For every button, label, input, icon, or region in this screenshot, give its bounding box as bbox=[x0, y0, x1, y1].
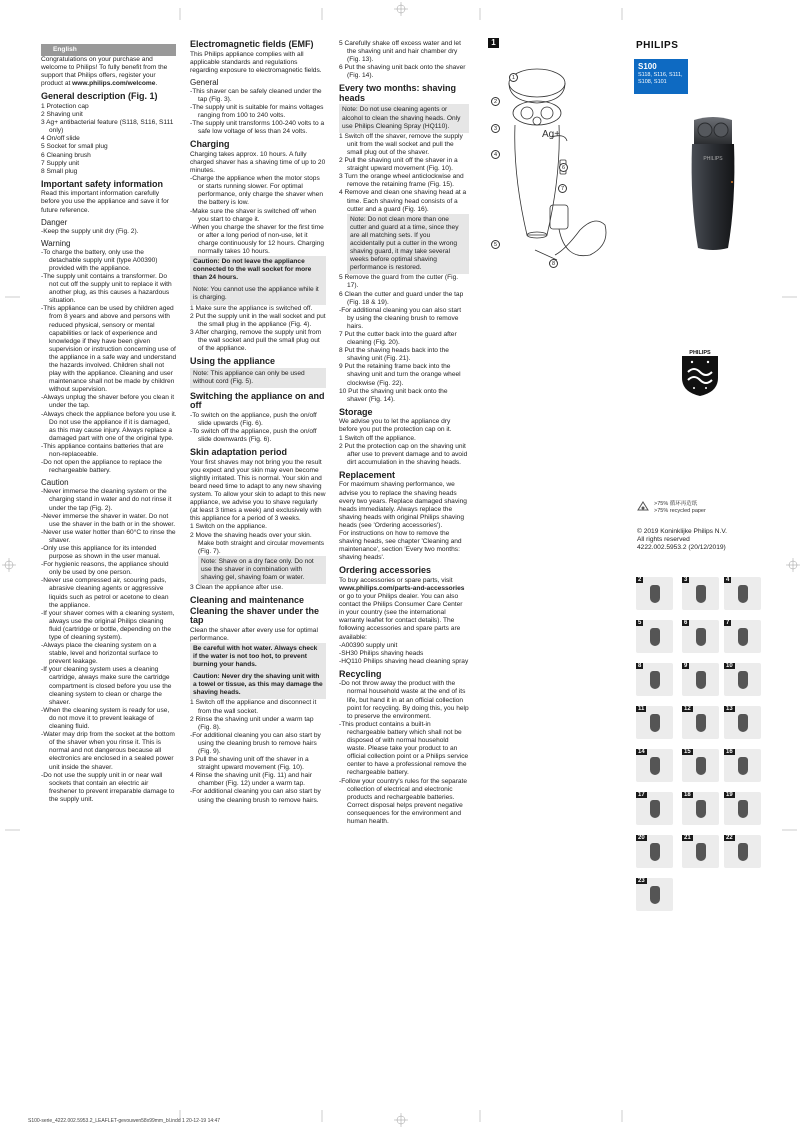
list-item: -Never use water hotter than 60°C to rinse the shaver. bbox=[41, 528, 176, 544]
replacement-text-2: For instructions on how to remove the shaving heads, see chapter 'Cleaning and maintenance', section 'Every two months: shaving heads'. bbox=[339, 529, 462, 562]
figure-13 bbox=[724, 706, 761, 739]
list-item: 10 Put the shaving unit back onto the shaver (Fig. 14). bbox=[339, 387, 448, 403]
figure-number: 17 bbox=[638, 792, 645, 798]
figure-15 bbox=[682, 749, 719, 782]
list-item: 3 Pull the shaving unit off the shaver in a straight upward movement (Fig. 10). bbox=[190, 756, 309, 772]
using-title: Using the appliance bbox=[190, 356, 276, 367]
safety-title: Important safety information bbox=[41, 178, 164, 189]
figure-sketch bbox=[696, 800, 706, 818]
list-item: -For hygienic reasons, the appliance should only be used by one person. bbox=[41, 561, 169, 577]
figure-sketch bbox=[650, 843, 660, 861]
list-item: -This product contains a built-in rechargeable battery which shall not be disposed of with normal household waste. Please take your product to an official collection point or a Philips service center to have a professional remove the rechargeable battery. bbox=[339, 720, 469, 777]
list-item: 1 Switch off the shaver, remove the supply unit from the wall socket and pull the small plug out of the shaver. bbox=[339, 132, 463, 156]
list-item: 1 Switch off the appliance. bbox=[339, 434, 416, 442]
figure-1-number: 1 bbox=[488, 38, 499, 48]
list-item: -Make sure the shaver is switched off when you start to charge it. bbox=[190, 207, 317, 223]
figure-number: 4 bbox=[726, 577, 730, 583]
figure-21 bbox=[682, 835, 719, 868]
shaver-brand: PHILIPS bbox=[703, 156, 723, 162]
figure-2 bbox=[636, 577, 673, 610]
figure-number: 9 bbox=[684, 663, 688, 669]
list-item: -SH30 Philips shaving heads bbox=[339, 649, 424, 657]
list-item: -Charge the appliance when the motor stops or starts running slower. For optimal performance, only charge the shaver when the battery is low. bbox=[190, 175, 323, 207]
emf-title: Electromagnetic fields (EMF) bbox=[190, 39, 314, 49]
figure-number: 23 bbox=[638, 878, 645, 884]
list-item: -HQ110 Philips shaving head cleaning spray bbox=[339, 657, 469, 665]
brand-logo: PHILIPS bbox=[636, 40, 679, 51]
figure-number: 8 bbox=[638, 663, 642, 669]
series-models: S118, S116, S111, S108, S101 bbox=[638, 72, 683, 85]
figure-number: 2 bbox=[638, 577, 642, 583]
list-item: -When the cleaning system is ready for use, do not move it to prevent leakage of cleaning fluid. bbox=[41, 706, 170, 731]
list-item: -Never immerse the cleaning system or the charging stand in water and do not rinse it under the tap (Fig. 2). bbox=[41, 488, 172, 512]
figure-1-illustration bbox=[495, 55, 620, 280]
ordering-post: or go to your Philips dealer. You can also contact the Philips Consumer Care Center in your country (see the international warranty leaflet for contact details). The following accessories and spare parts are available: bbox=[339, 593, 463, 641]
figure-sketch bbox=[696, 628, 706, 646]
list-item: -This shaver can be safely cleaned under the tap (Fig. 3). bbox=[190, 87, 322, 103]
list-item: -The supply unit contains a transformer. Do not cut off the supply unit to replace it with another plug, as this causes a hazardous situation. bbox=[41, 272, 172, 305]
list-item: 2 Move the shaving heads over your skin. Make both straight and circular movements (Fig. 7). bbox=[190, 531, 325, 555]
tap-caution-2: Caution: Never dry the shaving unit with a towel or tissue, as this may damage the shaving heads. bbox=[190, 671, 326, 699]
doc-number: 4222.002.5953.2 (20/12/2019) bbox=[637, 544, 726, 552]
figure-sketch bbox=[650, 628, 660, 646]
list-item: -Do not open the appliance to replace the rechargeable battery. bbox=[41, 459, 162, 475]
list-item: -For additional cleaning you can also start by using the cleaning brush to remove hairs (Fig. 9). bbox=[190, 731, 321, 755]
general-title: General bbox=[190, 77, 219, 87]
ordering-list bbox=[339, 642, 469, 666]
figure-number: 13 bbox=[726, 706, 733, 712]
figure-sketch bbox=[738, 628, 748, 646]
cleaning-title: Cleaning and maintenance bbox=[190, 595, 305, 606]
warning-list bbox=[41, 249, 177, 476]
list-item: 4 On/off slide bbox=[41, 135, 80, 143]
list-item: 7 Put the cutter back into the guard after cleaning (Fig. 20). bbox=[339, 331, 457, 347]
danger-title: Danger bbox=[41, 217, 68, 227]
paper-line-1: >75% 循环再造纸 bbox=[654, 501, 698, 507]
list-item: -A00390 supply unit bbox=[339, 641, 398, 649]
figure-10 bbox=[724, 663, 761, 696]
figure-sketch bbox=[650, 714, 660, 732]
using-note: Note: This appliance can only be used without cord (Fig. 5). bbox=[190, 368, 326, 388]
replacement-title: Replacement bbox=[339, 469, 396, 480]
figure-number: 19 bbox=[726, 792, 733, 798]
figure-number: 7 bbox=[726, 620, 730, 626]
figure-sketch bbox=[738, 757, 748, 775]
copyright-block bbox=[637, 528, 727, 553]
list-item: 5 Remove the guard from the cutter (Fig. 17). bbox=[339, 274, 459, 290]
general-description-title: General description (Fig. 1) bbox=[41, 91, 158, 102]
list-item: 6 Put the shaving unit back onto the shaver (Fig. 14). bbox=[339, 64, 466, 80]
recycle-icon bbox=[636, 501, 650, 515]
paper-line-2: >75% recycled paper bbox=[654, 508, 706, 514]
intro-text bbox=[41, 56, 177, 88]
list-item: 5 Carefully shake off excess water and let the shaving unit and hair chamber dry (Fig. 13). bbox=[339, 40, 461, 64]
figure-sketch bbox=[696, 671, 706, 689]
danger-list bbox=[41, 228, 177, 236]
tap-caution-1: Be careful with hot water. Always check if the water is not too hot, to prevent burning your hands. bbox=[190, 643, 326, 671]
list-item: 5 Socket for small plug bbox=[41, 143, 108, 151]
figure-number: 10 bbox=[726, 663, 733, 669]
list-item: 6 Cleaning brush bbox=[41, 151, 91, 159]
tap-steps-continued bbox=[339, 40, 469, 80]
list-item: 3 Ag+ antibacterial feature (S118, S116, S111 only) bbox=[41, 119, 174, 135]
figure-20 bbox=[636, 835, 673, 868]
list-item: -Always place the cleaning system on a stable, level and horizontal surface to prevent leakage. bbox=[41, 642, 158, 666]
every-two-months-title: Every two months: shaving heads bbox=[339, 83, 457, 103]
paper-info bbox=[654, 501, 706, 515]
figure-sketch bbox=[738, 714, 748, 732]
list-item: 2 Shaving unit bbox=[41, 111, 83, 119]
list-item: -Never immerse the shaver in water. Do not use the shaver in the bath or in the shower. bbox=[41, 512, 176, 528]
rights: All rights reserved bbox=[637, 536, 690, 544]
language-tab: English bbox=[41, 44, 176, 56]
figure-number: 12 bbox=[684, 706, 691, 712]
list-item: -For additional cleaning you can also start by using the cleaning brush to remove hairs. bbox=[339, 306, 462, 330]
figure-number: 6 bbox=[684, 620, 688, 626]
list-item: 9 Put the retaining frame back into the shaving unit and turn the orange wheel clockwise (Fig. 22). bbox=[339, 363, 461, 387]
figure-23 bbox=[636, 878, 673, 911]
list-item: -Do not use the supply unit in or near wall sockets that contain an electric air freshener to prevent irreparable damage to the supply unit. bbox=[41, 771, 175, 803]
column-3 bbox=[339, 40, 469, 826]
callout-4: 4 bbox=[491, 150, 500, 159]
every-two-months-steps-2 bbox=[339, 274, 469, 404]
list-item: -For additional cleaning you can also start by using the cleaning brush to remove hairs. bbox=[190, 788, 321, 804]
figure-number: 16 bbox=[726, 749, 733, 755]
figure-number: 18 bbox=[684, 792, 691, 798]
shield-text: PHILIPS bbox=[689, 350, 711, 356]
switching-list bbox=[190, 412, 326, 444]
figure-6 bbox=[682, 620, 719, 653]
callout-1: 1 bbox=[509, 73, 518, 82]
figure-number: 22 bbox=[726, 835, 733, 841]
figure-sketch bbox=[696, 585, 706, 603]
series-banner bbox=[634, 59, 688, 94]
tap-text: Clean the shaver after every use for optimal performance. bbox=[190, 626, 318, 642]
figure-11 bbox=[636, 706, 673, 739]
figure-19 bbox=[724, 792, 761, 825]
skin-text: Your first shaves may not bring you the result you expect and your skin may even become slightly irritated. This is normal. Your skin and beard need time to adapt to any new shaving system. To allow your skin to adapt to this new appliance, we advise you to shave regularly (at least 3 times a week) and exclusively with this appliance for a period of 3 weeks. bbox=[190, 458, 326, 523]
list-item: -If your cleaning system uses a cleaning cartridge, always make sure the cartridge compartment is closed before you use the cleaning system to clean or charge the shaver. bbox=[41, 666, 172, 706]
charging-note: Note: You cannot use the appliance while it is charging. bbox=[190, 284, 326, 304]
charging-list bbox=[190, 175, 326, 256]
caution-list bbox=[41, 488, 177, 804]
ordering-pre: To buy accessories or spare parts, visit bbox=[339, 576, 453, 584]
figure-sketch bbox=[650, 757, 660, 775]
list-item: -Do not throw away the product with the normal household waste at the end of its life, but hand it in at an official collection point for recycling. By doing this, you help to preserve the environment. bbox=[339, 680, 469, 720]
list-item: 1 Make sure the appliance is switched off. bbox=[190, 304, 313, 312]
switching-title: Switching the appliance on and off bbox=[190, 390, 325, 411]
figure-sketch bbox=[738, 800, 748, 818]
list-item: -Follow your country's rules for the separate collection of electrical and electronic products and rechargeable batteries. Correct disposal helps prevent negative consequences for the environment and human health. bbox=[339, 777, 468, 825]
list-item: 2 Put the protection cap on the shaving unit after use to prevent damage and to avoid dirt accumulation in the shaving heads. bbox=[339, 442, 468, 466]
list-item: -The supply unit is suitable for mains voltages ranging from 100 to 240 volts. bbox=[190, 103, 324, 120]
figure-sketch bbox=[650, 585, 660, 603]
list-item: -When you charge the shaver for the first time or after a long period of non-use, let it charge continuously for 12 hours. Charging normally takes 10 hours. bbox=[190, 223, 325, 255]
print-footer: S100-serie_4222.002.5953.2_LEAFLET-gevouwen58x99mm_bl.indd 1 20-12-19 14:47 bbox=[28, 1118, 221, 1124]
list-item: -Always unplug the shaver before you clean it under the tap. bbox=[41, 394, 175, 410]
figure-sketch bbox=[696, 714, 706, 732]
ordering-text bbox=[339, 577, 469, 642]
charging-title: Charging bbox=[190, 139, 230, 150]
callout-6: 6 bbox=[559, 163, 568, 172]
list-item: -This appliance can be used by children aged from 8 years and above and persons with reduced physical, sensory or mental capabilities or lack of experience and knowledge if they have been given supervision or instruction concerning use of the appliance in a safe way and understand the hazards involved. Children shall not play with the appliance. Cleaning and user maintenance shall not be made by children without supervision. bbox=[41, 305, 177, 394]
list-item: -Keep the supply unit dry (Fig. 2). bbox=[41, 227, 139, 235]
intro-end: . bbox=[155, 80, 158, 88]
ag-label: Ag+ bbox=[542, 129, 561, 140]
list-item: 6 Clean the cutter and guard under the tap (Fig. 18 & 19). bbox=[339, 290, 464, 306]
figure-5 bbox=[636, 620, 673, 653]
list-item: 7 Supply unit bbox=[41, 159, 80, 167]
charging-text: Charging takes approx. 10 hours. A fully charged shaver has a shaving time of up to 20 minutes. bbox=[190, 150, 326, 175]
list-item: 1 Switch on the appliance. bbox=[190, 523, 267, 531]
charging-caution: Caution: Do not leave the appliance connected to the wall socket for more than 24 hours. bbox=[190, 256, 326, 284]
list-item: 8 Put the shaving heads back into the shaving unit (Fig. 21). bbox=[339, 347, 449, 363]
ordering-title: Ordering accessories bbox=[339, 565, 432, 576]
column-2 bbox=[190, 40, 326, 805]
skin-step-3: 3 Clean the appliance after use. bbox=[190, 584, 284, 592]
shaver-photo bbox=[688, 112, 738, 252]
figure-14 bbox=[636, 749, 673, 782]
figure-9 bbox=[682, 663, 719, 696]
list-item: -To switch off the appliance, push the on/off slide downwards (Fig. 6). bbox=[190, 427, 317, 444]
list-item: -Water may drip from the socket at the bottom of the shaver when you rinse it. This is normal and not dangerous because all electronics are enclosed in a sealed power unit inside the shaver. bbox=[41, 731, 175, 771]
list-item: 3 Turn the orange wheel anticlockwise and remove the retaining frame (Fig. 15). bbox=[339, 173, 464, 189]
accessories-link[interactable]: www.philips.com/parts-and-accessories bbox=[339, 584, 465, 592]
parts-list bbox=[41, 103, 177, 176]
list-item: -Never use compressed air, scouring pads, abrasive cleaning agents or aggressive liquids such as petrol or acetone to clean the appliance. bbox=[41, 577, 169, 609]
recycling-list bbox=[339, 680, 469, 826]
list-item: -This appliance contains batteries that are non-replaceable. bbox=[41, 442, 164, 459]
figure-sketch bbox=[696, 757, 706, 775]
figure-4 bbox=[724, 577, 761, 610]
list-item: -To charge the battery, only use the detachable supply unit (type A00390) provided with the appliance. bbox=[41, 248, 158, 272]
callout-5: 5 bbox=[491, 240, 500, 249]
figure-number: 11 bbox=[638, 706, 645, 712]
list-item: -Always check the appliance before you use it. Do not use the appliance if it is damaged, as this may cause injury. Always replace a damaged part with one of the original type. bbox=[41, 410, 177, 442]
list-item: 4 Rinse the shaving unit (Fig. 11) and hair chamber (Fig. 12) under a warm tap. bbox=[190, 772, 312, 788]
figure-8 bbox=[636, 663, 673, 696]
callout-2: 2 bbox=[491, 97, 500, 106]
intro-body: Congratulations on your purchase and welcome to Philips! To fully benefit from the support that Philips offers, register your product at bbox=[41, 56, 168, 88]
list-item: 3 After charging, remove the supply unit from the wall socket and pull the small plug out of the appliance. bbox=[190, 328, 322, 352]
tap-steps bbox=[190, 699, 326, 804]
list-item: 1 Switch off the appliance and disconnect it from the wall socket. bbox=[190, 699, 317, 715]
callout-3: 3 bbox=[491, 124, 500, 133]
list-item: 2 Put the supply unit in the wall socket and put the small plug in the appliance (Fig. 4). bbox=[190, 312, 326, 328]
callout-8: 8 bbox=[549, 259, 558, 268]
figure-sketch bbox=[738, 585, 748, 603]
list-item: -If your shaver comes with a cleaning system, always use the original Philips cleaning fluid (cartridge or bottle, depending on the type of cleaning system). bbox=[41, 609, 175, 641]
callout-7: 7 bbox=[558, 184, 567, 193]
replacement-text: For maximum shaving performance, we advise you to replace the shaving heads every two years. Replace damaged shaving heads immediately. Always replace the shaving heads with original Philips shaving heads (see 'Ordering accessories'). bbox=[339, 481, 467, 529]
recycling-title: Recycling bbox=[339, 668, 382, 679]
figure-sketch bbox=[738, 671, 748, 689]
list-item: -To switch on the appliance, push the on/off slide upwards (Fig. 6). bbox=[190, 411, 317, 427]
figure-sketch bbox=[650, 886, 660, 904]
figure-number: 3 bbox=[684, 577, 688, 583]
skin-steps bbox=[190, 523, 326, 555]
list-item: 2 Pull the shaving unit off the shaver in a straight upward movement (Fig. 10). bbox=[339, 157, 458, 173]
general-list bbox=[190, 88, 326, 137]
figure-22 bbox=[724, 835, 761, 868]
figure-3 bbox=[682, 577, 719, 610]
figure-number: 20 bbox=[638, 835, 645, 841]
every-two-months-steps bbox=[339, 133, 469, 214]
figure-sketch bbox=[650, 671, 660, 689]
figure-number: 5 bbox=[638, 620, 642, 626]
list-item: 8 Small plug bbox=[41, 167, 78, 175]
figure-number: 14 bbox=[638, 749, 645, 755]
warning-title: Warning bbox=[41, 238, 71, 248]
safety-text: Read this important information carefully before you use the appliance and save it for future reference. bbox=[41, 190, 169, 214]
figure-number: 21 bbox=[684, 835, 691, 841]
skin-note: Note: Shave on a dry face only. Do not use the shaver in combination with shaving gel, shaving foam or water. bbox=[198, 556, 326, 584]
list-item: -Only use this appliance for its intended purpose as shown in the user manual. bbox=[41, 544, 161, 561]
list-item: 4 Remove and clean one shaving head at a time. Each shaving head consists of a cutter and a guard (Fig. 16). bbox=[339, 189, 467, 213]
list-item: 1 Protection cap bbox=[41, 102, 89, 110]
caution-title: Caution bbox=[41, 478, 69, 488]
emf-text: This Philips appliance complies with all applicable standards and regulations regarding exposure to electromagnetic fields. bbox=[190, 50, 322, 74]
figure-17 bbox=[636, 792, 673, 825]
figure-sketch bbox=[650, 800, 660, 818]
storage-title: Storage bbox=[339, 406, 373, 417]
register-link[interactable]: www.philips.com/welcome bbox=[72, 80, 156, 88]
series-name: S100 bbox=[638, 62, 657, 71]
tap-title: Cleaning the shaver under the tap bbox=[190, 605, 320, 626]
figure-7 bbox=[724, 620, 761, 653]
philips-shield-logo bbox=[680, 348, 720, 398]
figure-number: 15 bbox=[684, 749, 691, 755]
skin-title: Skin adaptation period bbox=[190, 447, 288, 458]
figure-sketch bbox=[738, 843, 748, 861]
list-item: -The supply unit transforms 100-240 volts to a safe low voltage of less than 24 volts. bbox=[190, 120, 325, 136]
figure-sketch bbox=[696, 843, 706, 861]
storage-steps bbox=[339, 435, 469, 467]
figure-18 bbox=[682, 792, 719, 825]
figure-16 bbox=[724, 749, 761, 782]
storage-text: We advise you to let the appliance dry before you put the protection cap on it. bbox=[339, 418, 452, 434]
every-two-months-note-2: Note: Do not clean more than one cutter and guard at a time, since they are all matching sets. If you accidentally put a cutter in the wrong shaving guard, it may take several weeks before optimal shaving performance is restored. bbox=[347, 214, 469, 275]
copyright: © 2019 Koninklijke Philips N.V. bbox=[637, 528, 728, 535]
list-item: 2 Rinse the shaving unit under a warm tap (Fig. 8). bbox=[190, 715, 314, 731]
figure-12 bbox=[682, 706, 719, 739]
every-two-months-note: Note: Do not use cleaning agents or alcohol to clean the shaving heads. Only use Philips Cleaning Spray (HQ110). bbox=[339, 104, 469, 132]
column-1 bbox=[41, 44, 177, 804]
charging-steps bbox=[190, 305, 326, 354]
